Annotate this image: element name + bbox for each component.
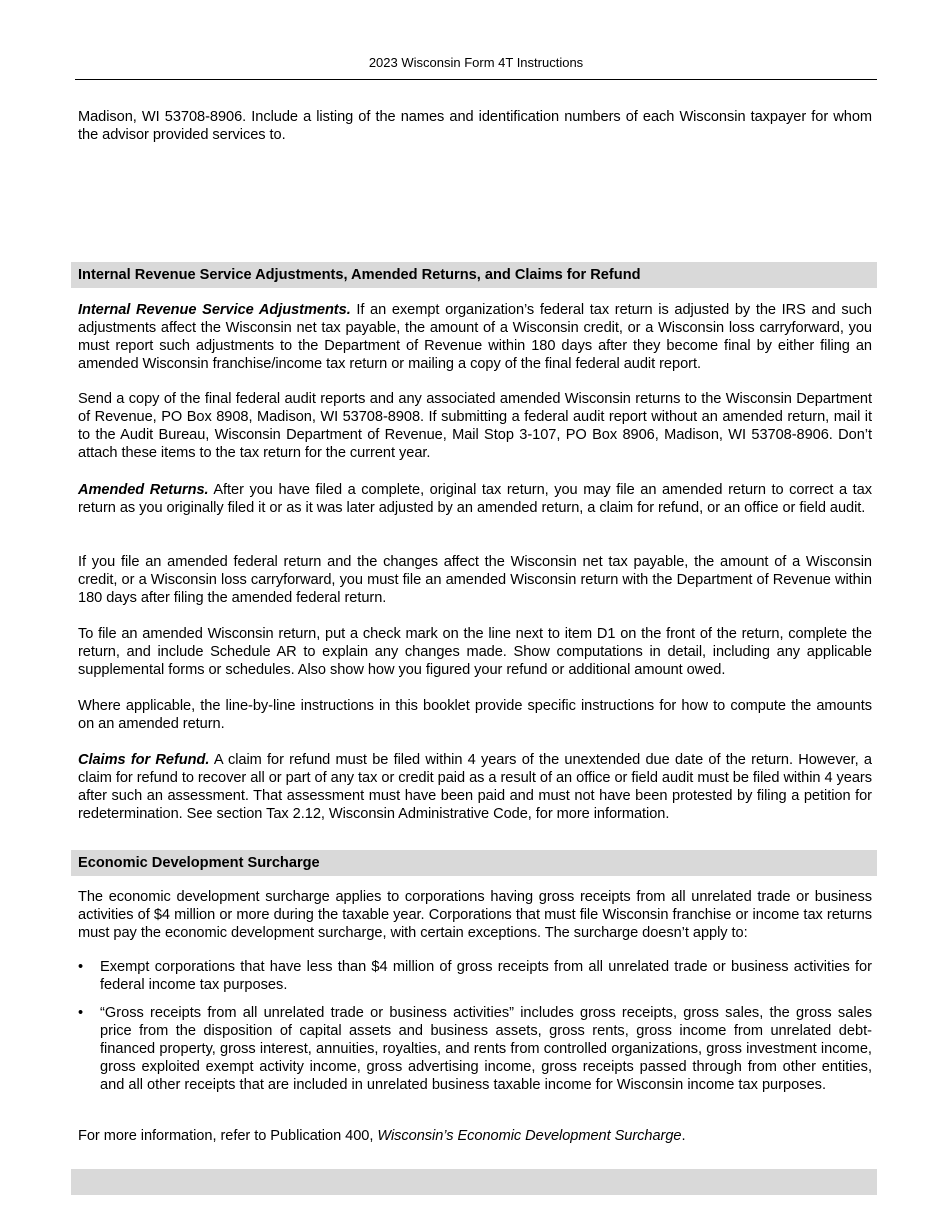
more-info-paragraph bbox=[78, 1127, 872, 1145]
section-title-irs: Internal Revenue Service Adjustments, Amended Returns, and Claims for Refund bbox=[78, 267, 641, 283]
intro-paragraph: Madison, WI 53708-8906. Include a listing of the names and identification numbers of each Wisconsin taxpayer for whom the advisor provided services to. bbox=[78, 109, 872, 143]
eds-bullet-item bbox=[78, 1004, 872, 1094]
amended-returns-lead: Amended Returns. bbox=[78, 482, 209, 498]
section-header-next bbox=[71, 1169, 877, 1195]
bullet-icon: • bbox=[78, 1005, 84, 1021]
irs-adjustments-lead: Internal Revenue Service Adjustments. bbox=[78, 302, 351, 318]
claims-for-refund-paragraph bbox=[78, 751, 872, 823]
bullet-icon: • bbox=[78, 959, 84, 975]
section-title-eds: Economic Development Surcharge bbox=[78, 855, 320, 871]
publication-title: Wisconsin’s Economic Development Surcharge bbox=[377, 1128, 682, 1144]
more-info-prefix: For more information, refer to Publication 400, bbox=[78, 1128, 378, 1144]
claims-for-refund-text: A claim for refund must be filed within 4 years of the unextended due date of the return. However, a claim for refund to recover all or part of any tax or credit paid as a result of an office or field audit must be filed within 4 years after such an assessment. That assessment must have been paid and must not have been protested by filing a petition for redetermination. See section Tax 2.12, Wisconsin Administrative Code, for more information. bbox=[78, 752, 872, 822]
eds-bullet-text: Exempt corporations that have less than $4 million of gross receipts from all unrelated trade or business activities for federal income tax purposes. bbox=[100, 959, 872, 993]
amended-returns-paragraph bbox=[78, 481, 872, 517]
eds-intro-paragraph: The economic development surcharge applies to corporations having gross receipts from all unrelated trade or business activities of $4 million or more during the taxable year. Corporations that must file Wisconsin franchise or income tax returns must pay the economic development surcharge, with certain exceptions. The surcharge doesn’t apply to: bbox=[78, 889, 872, 941]
claims-for-refund-lead: Claims for Refund. bbox=[78, 752, 210, 768]
irs-adjustments-text: If an exempt organization’s federal tax return is adjusted by the IRS and such adjustments affect the Wisconsin net tax payable, the amount of a Wisconsin credit, or a Wisconsin loss carryforward, you must report such adjustments to the Department of Revenue within 180 days after they become final by either filing an amended Wisconsin franchise/income tax return or mailing a copy of the final federal audit report. bbox=[78, 302, 873, 372]
eds-bullet-text: “Gross receipts from all unrelated trade or business activities” includes gross receipts, gross sales, the gross sales price from the disposition of capital assets and business assets, gross rents, gross income from unrelated debt-financed property, gross interest, annuities, royalties, and rents from controlled organizations, gross investment income, gross exploited exempt activity income, gross advertising income, gross receipts passed through from other entities, and all other receipts that are included in unrelated business taxable income for Wisconsin income tax purposes. bbox=[100, 1005, 872, 1093]
how-to-file-paragraph: To file an amended Wisconsin return, put a check mark on the line next to item D1 on the front of the return, complete the return, and include Schedule AR to explain any changes made. Show computations in detail, including any applicable supplemental forms or schedules. Also show how you figured your refund or additional amount owed. bbox=[78, 626, 872, 678]
header-divider bbox=[75, 79, 877, 80]
send-copy-paragraph: Send a copy of the final federal audit reports and any associated amended Wisconsin returns to the Wisconsin Department of Revenue, PO Box 8908, Madison, WI 53708-8908. If submitting a federal audit report without an amended return, mail it to the Audit Bureau, Wisconsin Department of Revenue, Mail Stop 3-107, PO Box 8906, Madison, WI 53708-8906. Don’t attach these items to the tax return for the current year. bbox=[78, 391, 872, 461]
amended-federal-paragraph: If you file an amended federal return and the changes affect the Wisconsin net tax payable, the amount of a Wisconsin credit, or a Wisconsin loss carryforward, you must file an amended Wisconsin return with the Department of Revenue within 180 days after filing the amended federal return. bbox=[78, 554, 872, 606]
page-header-title: 2023 Wisconsin Form 4T Instructions bbox=[368, 55, 584, 70]
eds-bullet-item bbox=[78, 958, 872, 994]
amended-returns-text: After you have filed a complete, original tax return, you may file an amended return to correct a tax return as you originally filed it or as it was later adjusted by an amended return, a claim for refund, or an office or field audit. bbox=[78, 482, 872, 516]
where-applicable-paragraph: Where applicable, the line-by-line instructions in this booklet provide specific instructions for how to compute the amounts on an amended return. bbox=[78, 698, 872, 732]
section-header-eds bbox=[71, 850, 877, 876]
section-header-irs bbox=[71, 262, 877, 288]
more-info-suffix: . bbox=[681, 1128, 686, 1144]
irs-adjustments-paragraph bbox=[78, 301, 872, 373]
